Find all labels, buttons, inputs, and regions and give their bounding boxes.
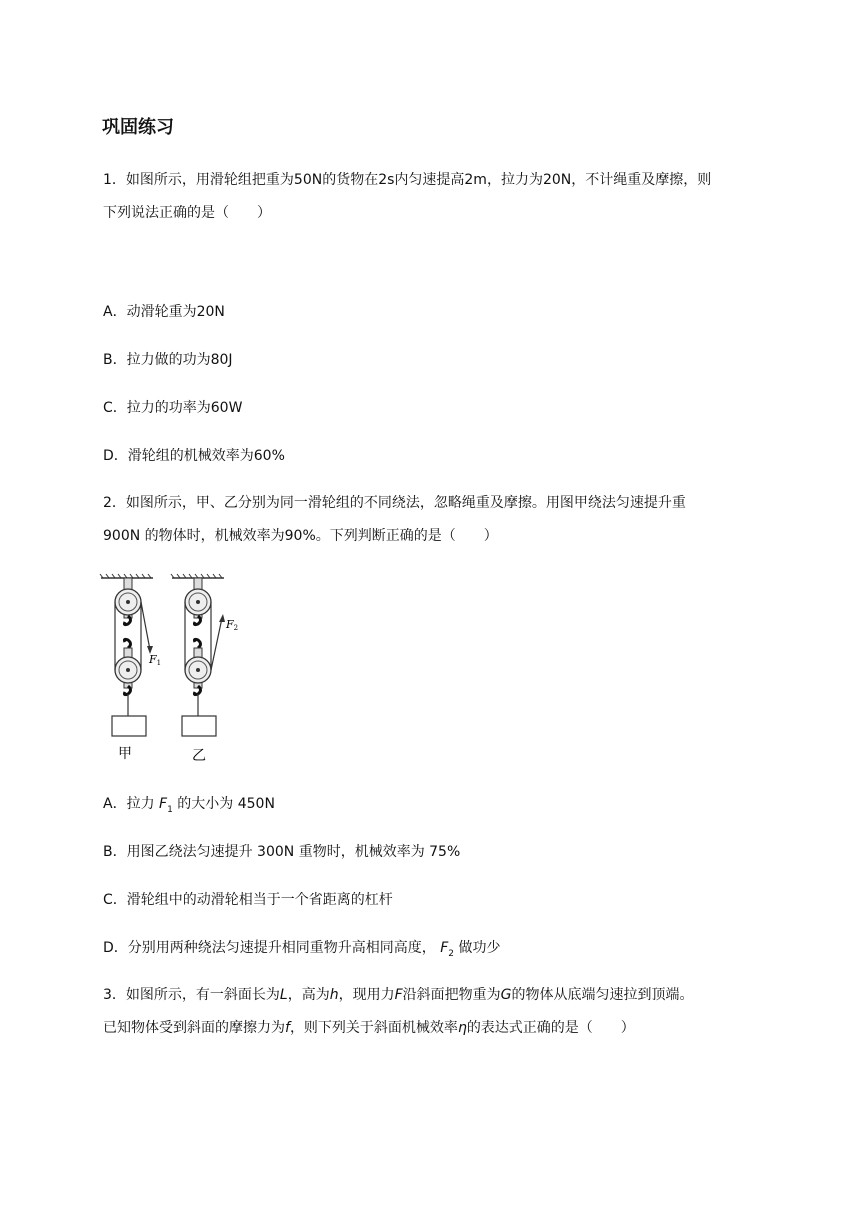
figure-label-yi: 乙 [192,748,206,764]
question-3-line-2: 已知物体受到斜面的摩擦力为f，则下列关于斜面机械效率η的表达式正确的是（ ） [103,1020,635,1036]
q2-option-d: D．分别用两种绕法匀速提升相同重物升高相同高度， $F_2$ 做功少 [103,940,501,959]
q2-option-a: A．拉力 $F_1$ 的大小为 450N [103,796,275,815]
question-2-line-2: 900N 的物体时，机械效率为90%。下列判断正确的是（ ） [103,528,498,544]
ceiling-left [100,574,153,578]
question-1-line-1: 1．如图所示，用滑轮组把重为50N的货物在2s内匀速提高2m，拉力为20N，不计绳重及摩擦，则 [103,172,712,188]
q1-option-a: A．动滑轮重为20N [103,304,225,320]
question-3-line-1: 3．如图所示，有一斜面长为L，高为h，现用力F沿斜面把物重为G的物体从底端匀速拉到顶端。 [103,987,694,1003]
question-2-line-1: 2．如图所示，甲、乙分别为同一滑轮组的不同绕法，忽略绳重及摩擦。用图甲绕法匀速提升重 [103,495,686,511]
q1-option-b: B．拉力做的功为80J [103,352,233,368]
section-title: 巩固练习 [102,117,174,138]
q2-option-b: B．用图乙绕法匀速提升 300N 重物时，机械效率为 75% [103,844,461,860]
pulley-system-right [182,578,225,736]
pulley-figure [98,568,238,768]
figure-label-jia: 甲 [118,746,132,762]
q1-option-c: C．拉力的功率为60W [103,400,243,416]
q2-option-c: C．滑轮组中的动滑轮相当于一个省距离的杠杆 [103,892,393,908]
pulley-system-left [112,578,153,736]
q1-option-d: D．滑轮组的机械效率为60% [103,448,285,464]
force-f1-label: F1 [149,653,162,667]
force-f2-label: F2 [226,618,238,632]
question-1-line-2: 下列说法正确的是（ ） [103,205,271,221]
ceiling-right [171,574,224,578]
